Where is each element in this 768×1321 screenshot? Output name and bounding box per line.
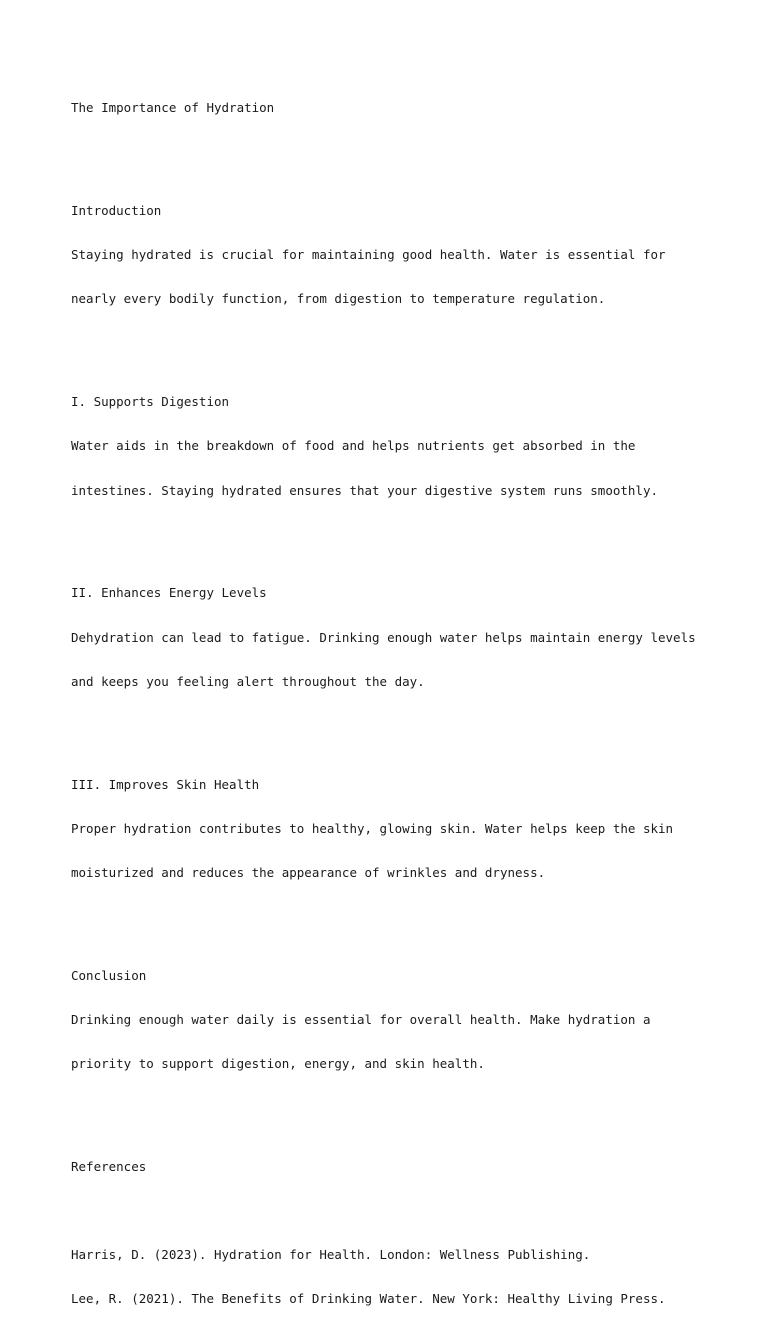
paragraph-line: Proper hydration contributes to healthy, glowing skin. Water helps keep the skin <box>71 820 674 836</box>
paragraph-line: priority to support digestion, energy, and skin health. <box>71 1055 485 1071</box>
paragraph-line: and keeps you feeling alert throughout the day. <box>71 673 425 689</box>
spacer <box>71 719 731 734</box>
spacer <box>71 337 731 352</box>
spacer <box>71 1101 731 1116</box>
paragraph-line: intestines. Staying hydrated ensures that your digestive system runs smoothly. <box>71 482 658 498</box>
spacer <box>71 146 731 161</box>
section-heading-energy: II. Enhances Energy Levels <box>71 585 267 601</box>
section-heading-digestion: I. Supports Digestion <box>71 394 230 410</box>
spacer <box>71 528 731 543</box>
paragraph-line: Water aids in the breakdown of food and helps nutrients get absorbed in the <box>71 438 636 454</box>
spacer <box>71 1204 731 1219</box>
reference-entry: Harris, D. (2023). Hydration for Health. London: Wellness Publishing. <box>71 1246 591 1262</box>
document-title: The Importance of Hydration <box>71 100 275 116</box>
paragraph-line: Drinking enough water daily is essential for overall health. Make hydration a <box>71 1011 651 1027</box>
spacer <box>71 910 731 925</box>
section-heading-skin: III. Improves Skin Health <box>71 776 260 792</box>
section-heading-introduction: Introduction <box>71 203 162 219</box>
section-heading-conclusion: Conclusion <box>71 967 147 983</box>
references-heading: References <box>71 1158 147 1174</box>
paragraph-line: moisturized and reduces the appearance of wrinkles and dryness. <box>71 864 546 880</box>
paragraph-line: Dehydration can lead to fatigue. Drinking enough water helps maintain energy levels <box>71 629 696 645</box>
document-page <box>71 72 731 1321</box>
paragraph-line: Staying hydrated is crucial for maintaining good health. Water is essential for <box>71 247 666 263</box>
reference-entry: Lee, R. (2021). The Benefits of Drinking Water. New York: Healthy Living Press. <box>71 1290 666 1306</box>
paragraph-line: nearly every bodily function, from digestion to temperature regulation. <box>71 291 606 307</box>
